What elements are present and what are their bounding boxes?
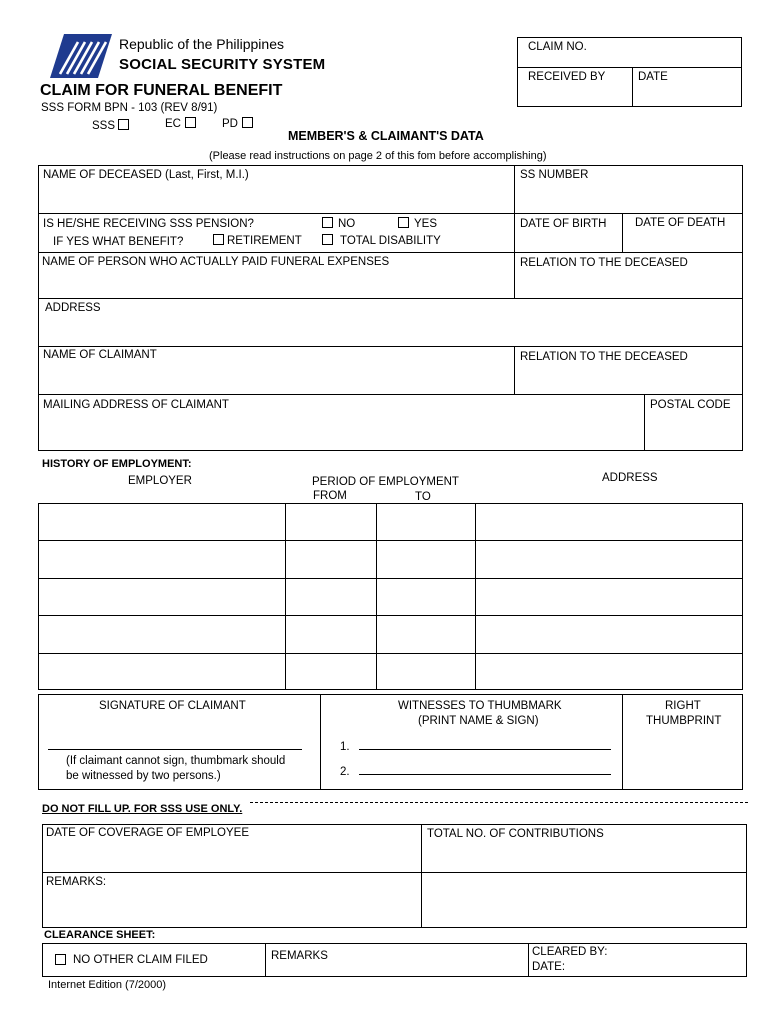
retirement-checkbox[interactable] xyxy=(213,234,224,245)
pd-option-label: PD xyxy=(222,118,238,130)
signature-of-claimant-label: SIGNATURE OF CLAIMANT xyxy=(99,700,246,712)
form-title: CLAIM FOR FUNERAL BENEFIT xyxy=(40,82,283,99)
sss-use-only-title: DO NOT FILL UP. FOR SSS USE ONLY. xyxy=(42,803,243,815)
employment-row[interactable] xyxy=(38,653,743,690)
witness-1-label: 1. xyxy=(340,741,350,753)
sss-remarks-field[interactable]: REMARKS: xyxy=(46,876,107,888)
no-other-claim-checkbox[interactable] xyxy=(55,954,66,965)
section-title: MEMBER'S & CLAIMANT'S DATA xyxy=(288,129,484,143)
from-header: FROM xyxy=(313,490,347,502)
date-of-coverage-field[interactable]: DATE OF COVERAGE OF EMPLOYEE xyxy=(46,827,249,839)
employment-row[interactable] xyxy=(38,540,743,578)
total-contributions-field[interactable]: TOTAL NO. OF CONTRIBUTIONS xyxy=(427,828,604,840)
pension-no-label: NO xyxy=(338,218,356,230)
witness-1-line[interactable] xyxy=(359,749,611,750)
employer-address-header: ADDRESS xyxy=(602,472,658,484)
clearance-sheet-title: CLEARANCE SHEET: xyxy=(44,929,156,941)
receiving-pension-question: IS HE/SHE RECEIVING SSS PENSION? xyxy=(43,218,254,230)
what-benefit-question: IF YES WHAT BENEFIT? xyxy=(53,236,184,248)
pension-yes-checkbox[interactable] xyxy=(398,217,409,228)
clearance-remarks-field[interactable]: REMARKS xyxy=(271,950,328,962)
date-of-birth-field[interactable]: DATE OF BIRTH xyxy=(520,218,607,230)
thumbprint-area[interactable] xyxy=(624,732,741,788)
agency-name: SOCIAL SECURITY SYSTEM xyxy=(119,56,326,73)
sss-use-divider xyxy=(250,802,748,803)
no-other-claim-label: NO OTHER CLAIM FILED xyxy=(73,954,208,966)
payer-address-field[interactable]: ADDRESS xyxy=(45,302,101,314)
claim-no-field[interactable]: CLAIM NO. xyxy=(528,41,587,53)
right-thumbprint-label-2: THUMBPRINT xyxy=(646,715,722,727)
right-thumbprint-label-1: RIGHT xyxy=(665,700,701,712)
sss-logo xyxy=(50,34,112,78)
name-of-claimant-field[interactable]: NAME OF CLAIMANT xyxy=(43,349,157,361)
retirement-label: RETIREMENT xyxy=(227,235,302,247)
sss-option-label: SSS xyxy=(92,120,116,132)
employment-row[interactable] xyxy=(38,578,743,615)
total-disability-label: TOTAL DISABILITY xyxy=(340,235,441,247)
instructions-note: (Please read instructions on page 2 of this fom before accomplishing) xyxy=(209,150,547,162)
ec-checkbox[interactable] xyxy=(185,117,196,128)
funeral-payer-field[interactable]: NAME OF PERSON WHO ACTUALLY PAID FUNERAL EXPENSES xyxy=(42,256,390,268)
form-code: SSS FORM BPN - 103 (REV 8/91) xyxy=(41,102,218,114)
country-name: Republic of the Philippines xyxy=(119,36,284,52)
witnesses-subtitle: (PRINT NAME & SIGN) xyxy=(418,715,539,727)
total-disability-checkbox[interactable] xyxy=(322,234,333,245)
name-of-deceased-field[interactable]: NAME OF DECEASED (Last, First, M.I.) xyxy=(43,169,249,181)
signature-line[interactable] xyxy=(48,749,302,750)
payer-relation-field[interactable]: RELATION TO THE DECEASED xyxy=(520,257,688,269)
thumbmark-note-line2: be witnessed by two persons.) xyxy=(66,770,221,782)
ec-option-label: EC xyxy=(165,118,181,130)
witnesses-title: WITNESSES TO THUMBMARK xyxy=(398,700,562,712)
ss-number-field[interactable]: SS NUMBER xyxy=(520,169,589,181)
cleared-by-field[interactable]: CLEARED BY: xyxy=(532,946,608,958)
employment-row[interactable] xyxy=(38,615,743,653)
employment-row[interactable] xyxy=(38,503,743,540)
postal-code-field[interactable]: POSTAL CODE xyxy=(650,399,731,411)
edition-footer: Internet Edition (7/2000) xyxy=(48,979,167,991)
witness-2-label: 2. xyxy=(340,766,350,778)
employer-header: EMPLOYER xyxy=(128,475,192,487)
mailing-address-field[interactable]: MAILING ADDRESS OF CLAIMANT xyxy=(43,399,229,411)
received-by-field[interactable]: RECEIVED BY xyxy=(528,71,606,83)
to-header: TO xyxy=(415,491,431,503)
sss-checkbox[interactable] xyxy=(118,119,129,130)
pd-checkbox[interactable] xyxy=(242,117,253,128)
pension-no-checkbox[interactable] xyxy=(322,217,333,228)
claimant-relation-field[interactable]: RELATION TO THE DECEASED xyxy=(520,351,688,363)
pension-yes-label: YES xyxy=(414,218,438,230)
clearance-date-field[interactable]: DATE: xyxy=(532,961,566,973)
witness-2-line[interactable] xyxy=(359,774,611,775)
receipt-date-field[interactable]: DATE xyxy=(638,71,668,83)
date-of-death-field[interactable]: DATE OF DEATH xyxy=(635,217,726,229)
period-header: PERIOD OF EMPLOYMENT xyxy=(312,476,459,488)
thumbmark-note-line1: (If claimant cannot sign, thumbmark should xyxy=(66,755,286,767)
employment-history-title: HISTORY OF EMPLOYMENT: xyxy=(42,458,192,470)
